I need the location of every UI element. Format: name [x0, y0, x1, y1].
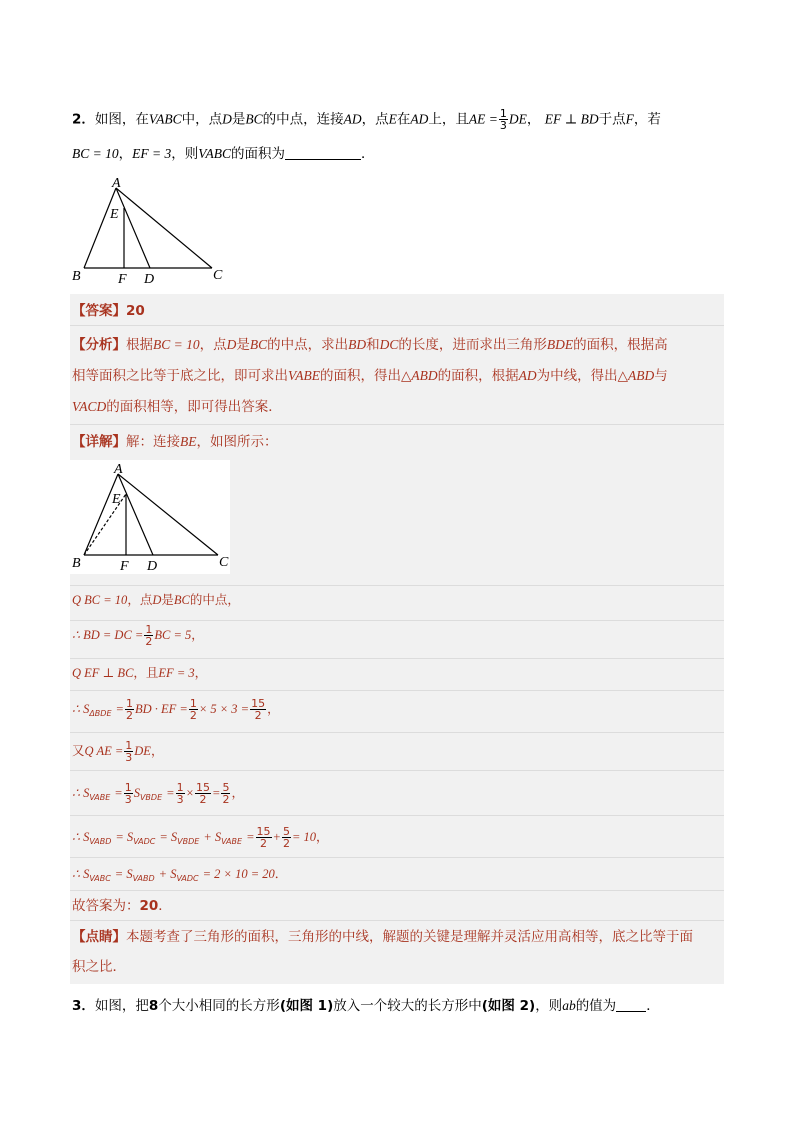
separator	[70, 620, 724, 621]
answer-value: 20	[126, 303, 145, 319]
label-c: C	[219, 555, 229, 570]
label-f: F	[118, 272, 127, 286]
answer-blank[interactable]	[616, 997, 646, 1012]
side-ab	[84, 188, 116, 268]
label-a: A	[112, 176, 121, 191]
step-5: 又Q AE = $\frac{1}{3}$ DE，	[72, 739, 164, 764]
separator	[70, 325, 724, 326]
comment-tag: 【点睛】	[72, 929, 126, 945]
step-8: ∴ $S_{VABC} = S_{VABD} + S_{VADC} = 2 \times 10 = 20$．	[72, 866, 288, 883]
separator	[70, 890, 724, 891]
segment-ad	[116, 188, 150, 268]
analysis-line3: VACD的面积相等，即可得出答案．	[72, 399, 282, 415]
step-4: ∴ $S_{\Delta BDE}$ = $\frac{1}{2}$ BD · EF = $\frac{1}{2}$ × 5 × 3 = $\frac{15}{2}$ ，	[72, 697, 280, 722]
step-6: ∴ $S_{VABE}$ = $\frac{1}{3}$ $S_{VBDE}$ = $\frac{1}{3}$ × $\frac{15}{2}$ = $\frac{5}{2}$ ，	[72, 781, 244, 806]
q3-line: 3．如图，把8个大小相同的长方形(如图 1)放入一个较大的长方形中(如图 2)，则ab的值为 ．	[72, 998, 660, 1014]
comment-line2: 积之比．	[72, 959, 126, 975]
step-3: Q EF ⊥ BC，且EF = 3，	[72, 665, 208, 680]
label-d: D	[144, 272, 155, 286]
step-1: Q BC = 10，点D是BC的中点，	[72, 592, 240, 607]
label-f: F	[120, 559, 129, 574]
fraction-one-third: $\frac{1}{3}$	[499, 107, 507, 132]
question-number: 3．	[72, 998, 95, 1014]
label-e: E	[112, 492, 121, 507]
separator	[70, 857, 724, 858]
triangle-figure-1	[70, 176, 230, 286]
answer-tag: 【答案】	[72, 303, 126, 319]
conclusion-line: 故答案为：20．	[72, 898, 172, 914]
separator	[70, 770, 724, 771]
analysis-line2: 相等面积之比等于底之比，即可求出VABE的面积，得出△ABD的面积，根据AD为中线，得出△ABD与	[72, 368, 668, 384]
detail-tag: 【详解】	[72, 434, 126, 450]
separator	[70, 690, 724, 691]
separator	[70, 732, 724, 733]
separator	[70, 585, 724, 586]
detail-line: 【详解】解：连接BE，如图所示：	[72, 434, 278, 450]
step-7: ∴ $S_{VABD} = S_{VADC} = S_{VBDE} + S_{VABE}$ = $\frac{15}{2}$ + $\frac{5}{2}$ = 10，	[72, 825, 329, 850]
triangle-figure-2	[70, 460, 230, 574]
side-ac	[116, 188, 212, 268]
question-number: 2．	[72, 111, 95, 128]
separator	[70, 424, 724, 425]
step-2: ∴ BD = DC = $\frac{1}{2}$ BC = 5，	[72, 623, 204, 648]
comment-line1: 【点睛】本题考查了三角形的面积，三角形的中线，解题的关键是理解并灵活应用高相等，底之比等于面	[72, 929, 693, 945]
analysis-tag: 【分析】	[72, 337, 126, 353]
analysis-line1: 【分析】根据BC = 10，点D是BC的中点，求出BD和DC的长度，进而求出三角形BDE的面积，根据高	[72, 337, 668, 353]
q2-line1: 2．如图，在VABC中，点D是BC的中点，连接AD，点E在AD上，且AE = $\frac{1}{3}$ DE， EF ⊥ BD于点F，若	[72, 107, 661, 132]
q2-line2: BC = 10，EF = 3，则VABC的面积为 ．	[72, 146, 375, 162]
label-b: B	[72, 556, 81, 571]
label-b: B	[72, 269, 81, 284]
separator	[70, 815, 724, 816]
answer-line	[72, 301, 145, 321]
label-a: A	[114, 462, 123, 477]
label-d: D	[147, 559, 158, 574]
separator	[70, 920, 724, 921]
answer-blank[interactable]	[285, 145, 361, 160]
separator	[70, 658, 724, 659]
label-e: E	[110, 207, 119, 222]
label-c: C	[213, 268, 223, 283]
